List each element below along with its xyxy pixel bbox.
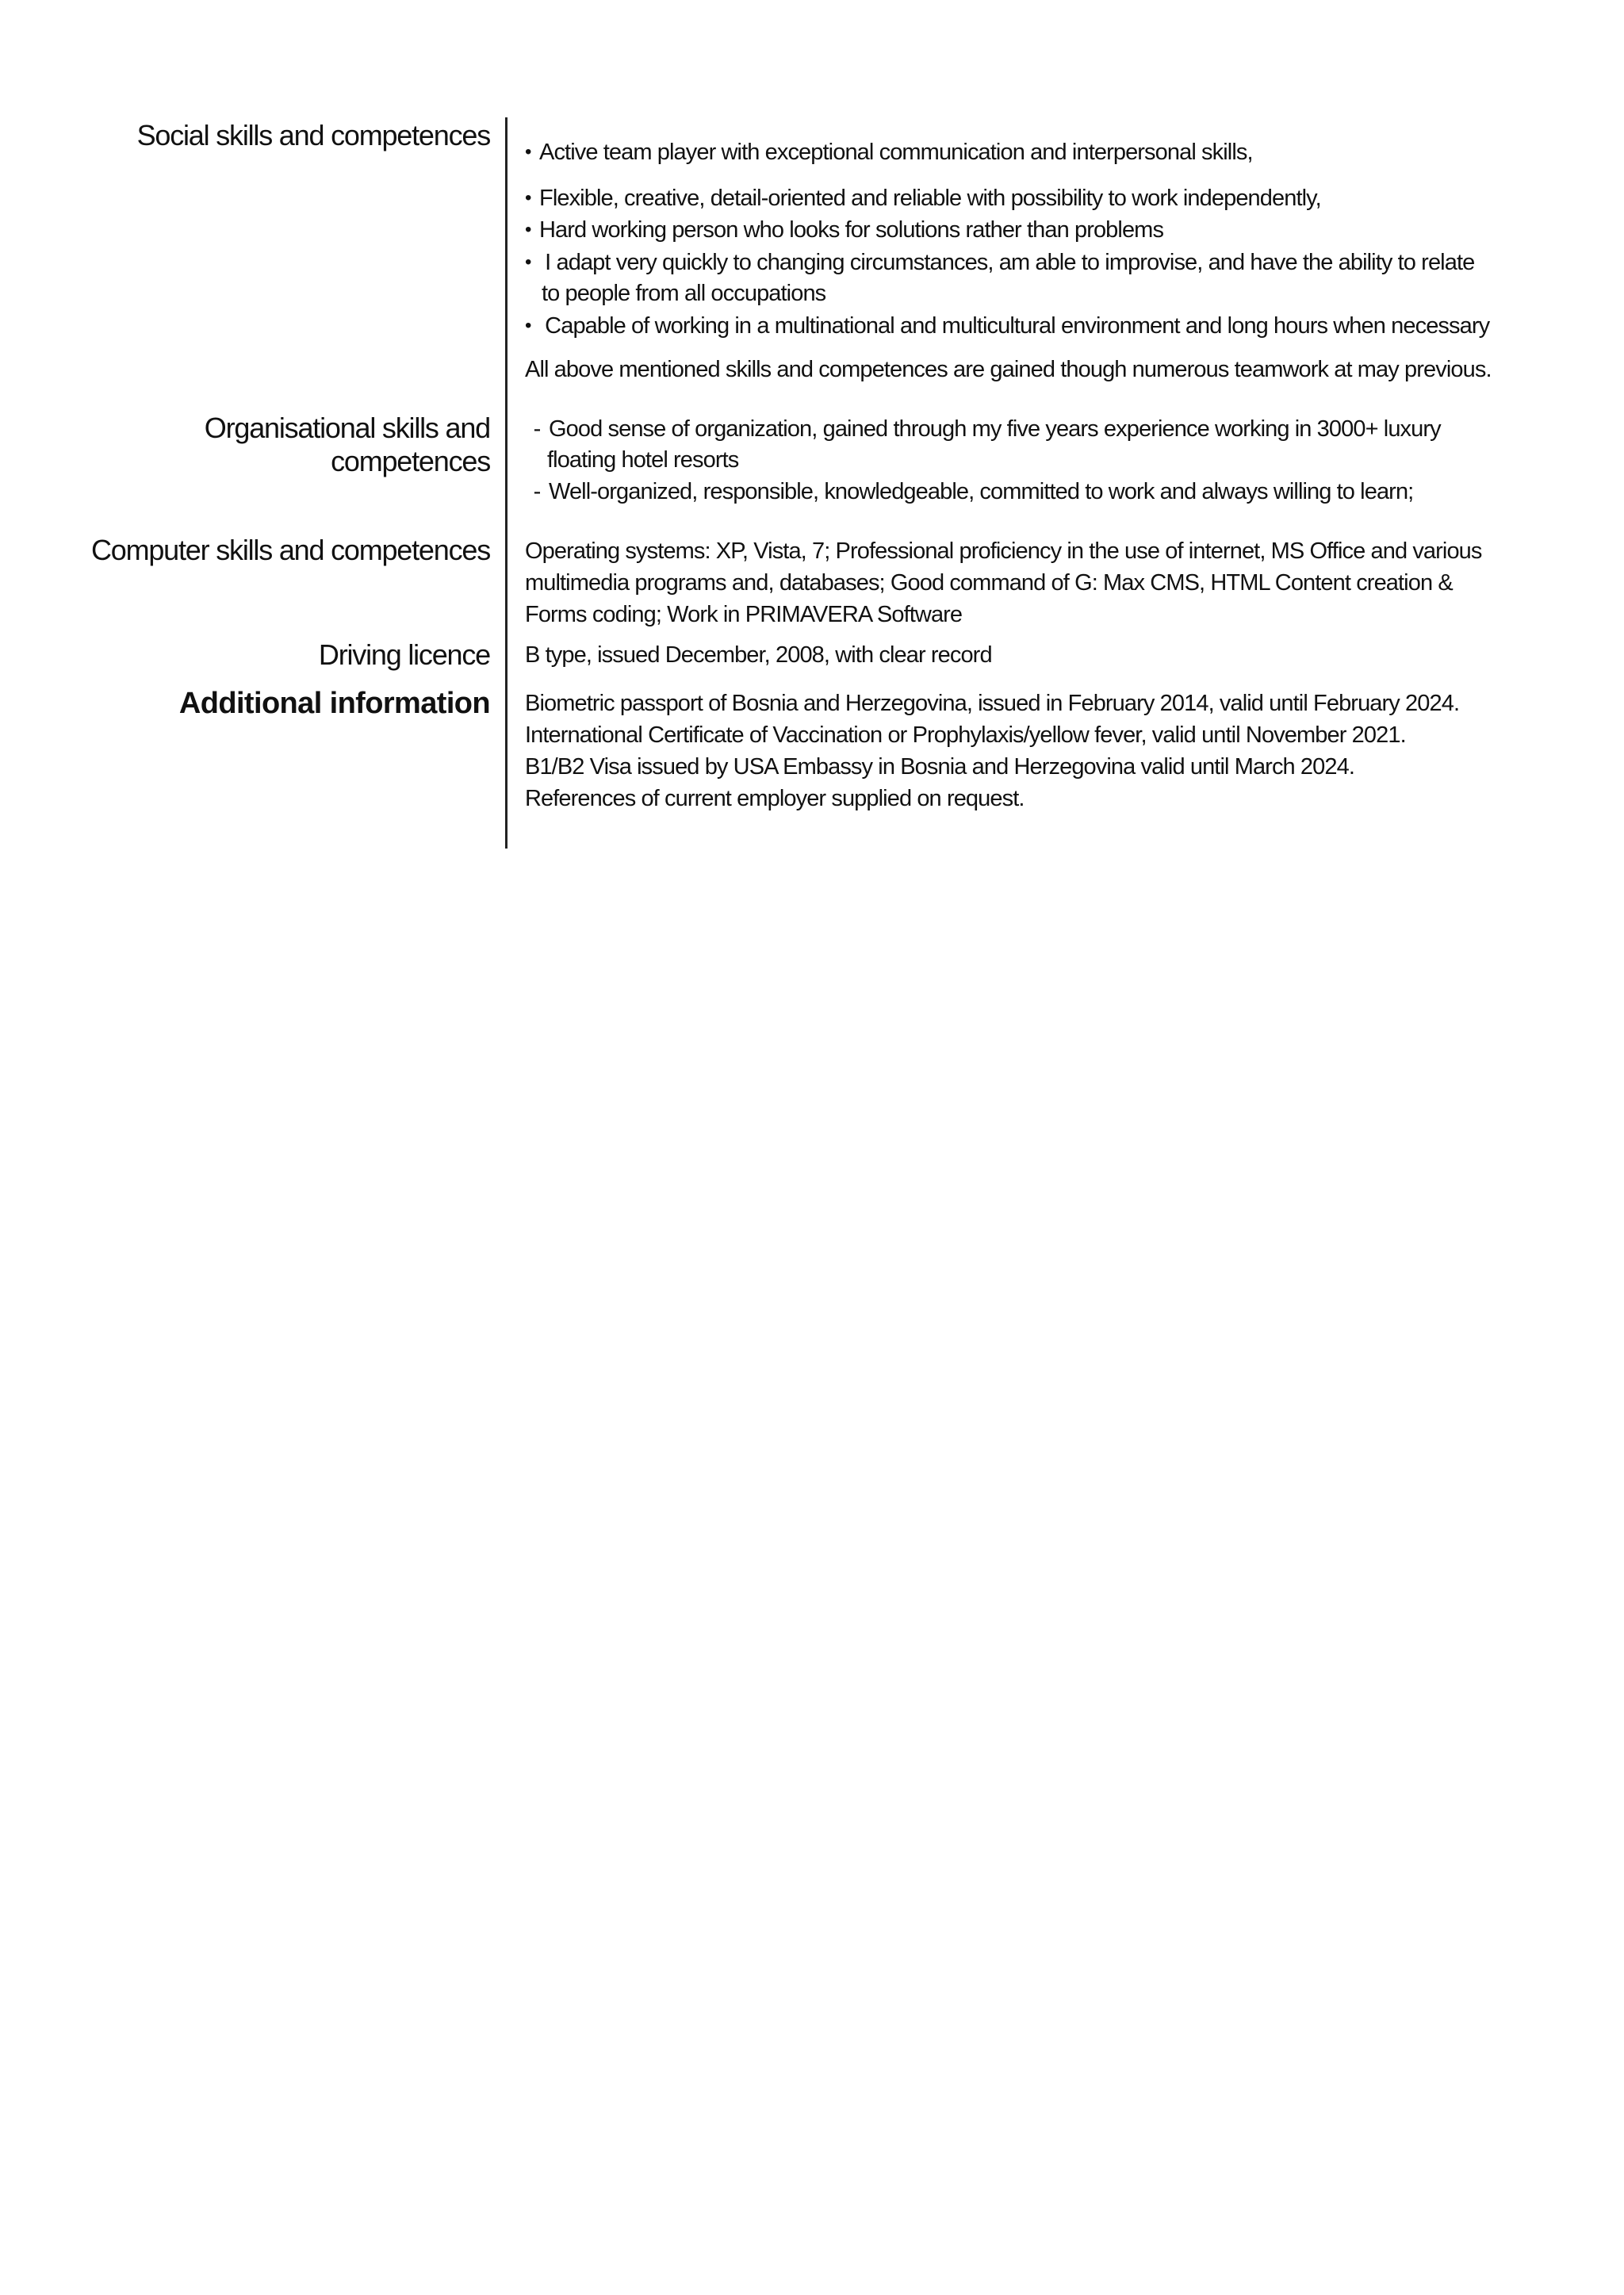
bullet-icon: • <box>525 315 531 336</box>
column-divider <box>505 117 508 849</box>
bullet-icon: • <box>525 219 531 240</box>
social-summary: All above mentioned skills and competences are gained though numerous teamwork at may previous. <box>525 357 1492 382</box>
bullet-icon: • <box>525 141 531 163</box>
computer-skills-line-3: Forms coding; Work in PRIMAVERA Software <box>525 602 963 627</box>
dash-icon: - <box>533 416 541 442</box>
additional-line-1: Biometric passport of Bosnia and Herzegovina, issued in February 2014, valid until February 2024. <box>525 691 1460 716</box>
social-bullet-2-text: Flexible, creative, detail-oriented and reliable with possibility to work independently, <box>539 186 1321 211</box>
additional-line-2: International Certificate of Vaccination or Prophylaxis/yellow fever, valid until November 2021. <box>525 722 1406 748</box>
additional-information-label: Additional information <box>178 687 490 720</box>
social-bullet-5-text: Capable of working in a multinational and multicultural environment and long hours when necessary <box>545 313 1490 339</box>
social-bullet-2 <box>525 182 1321 214</box>
computer-skills-label: Computer skills and competences <box>90 534 490 566</box>
organisational-item-2-text: Well-organized, responsible, knowledgeable, committed to work and always willing to learn; <box>549 479 1414 504</box>
organisational-item-1 <box>525 413 1441 445</box>
bullet-icon: • <box>525 187 531 209</box>
dash-icon: - <box>533 479 541 504</box>
social-bullet-5 <box>525 310 1489 342</box>
social-bullet-1-text: Active team player with exceptional communication and interpersonal skills, <box>539 140 1253 165</box>
bullet-icon: • <box>525 251 531 273</box>
social-bullet-4 <box>525 247 1474 278</box>
organisational-item-1-continuation: floating hotel resorts <box>547 447 739 473</box>
additional-line-3: B1/B2 Visa issued by USA Embassy in Bosnia and Herzegovina valid until March 2024. <box>525 754 1354 780</box>
computer-skills-line-2: multimedia programs and, databases; Good command of G: Max CMS, HTML Content creation & <box>525 570 1453 596</box>
social-skills-label: Social skills and competences <box>136 119 490 151</box>
computer-skills-line-1: Operating systems: XP, Vista, 7; Professional proficiency in the use of internet, MS Office and various <box>525 538 1482 564</box>
driving-licence-text: B type, issued December, 2008, with clear record <box>525 642 992 668</box>
organisational-skills-label-line-2: competences <box>331 445 490 477</box>
organisational-item-2 <box>525 476 1413 508</box>
social-bullet-1 <box>525 136 1253 168</box>
driving-licence-label: Driving licence <box>318 638 490 671</box>
social-bullet-4-continuation: to people from all occupations <box>542 281 826 306</box>
organisational-skills-label-line-1: Organisational skills and <box>204 412 490 444</box>
social-bullet-3-text: Hard working person who looks for solutions rather than problems <box>539 217 1164 243</box>
social-bullet-4-text: I adapt very quickly to changing circumstances, am able to improvise, and have the ability to relate <box>545 250 1475 275</box>
additional-line-4: References of current employer supplied on request. <box>525 786 1025 811</box>
social-bullet-3 <box>525 214 1163 246</box>
organisational-item-1-text: Good sense of organization, gained through my five years experience working in 3000+ luxury <box>549 416 1441 442</box>
